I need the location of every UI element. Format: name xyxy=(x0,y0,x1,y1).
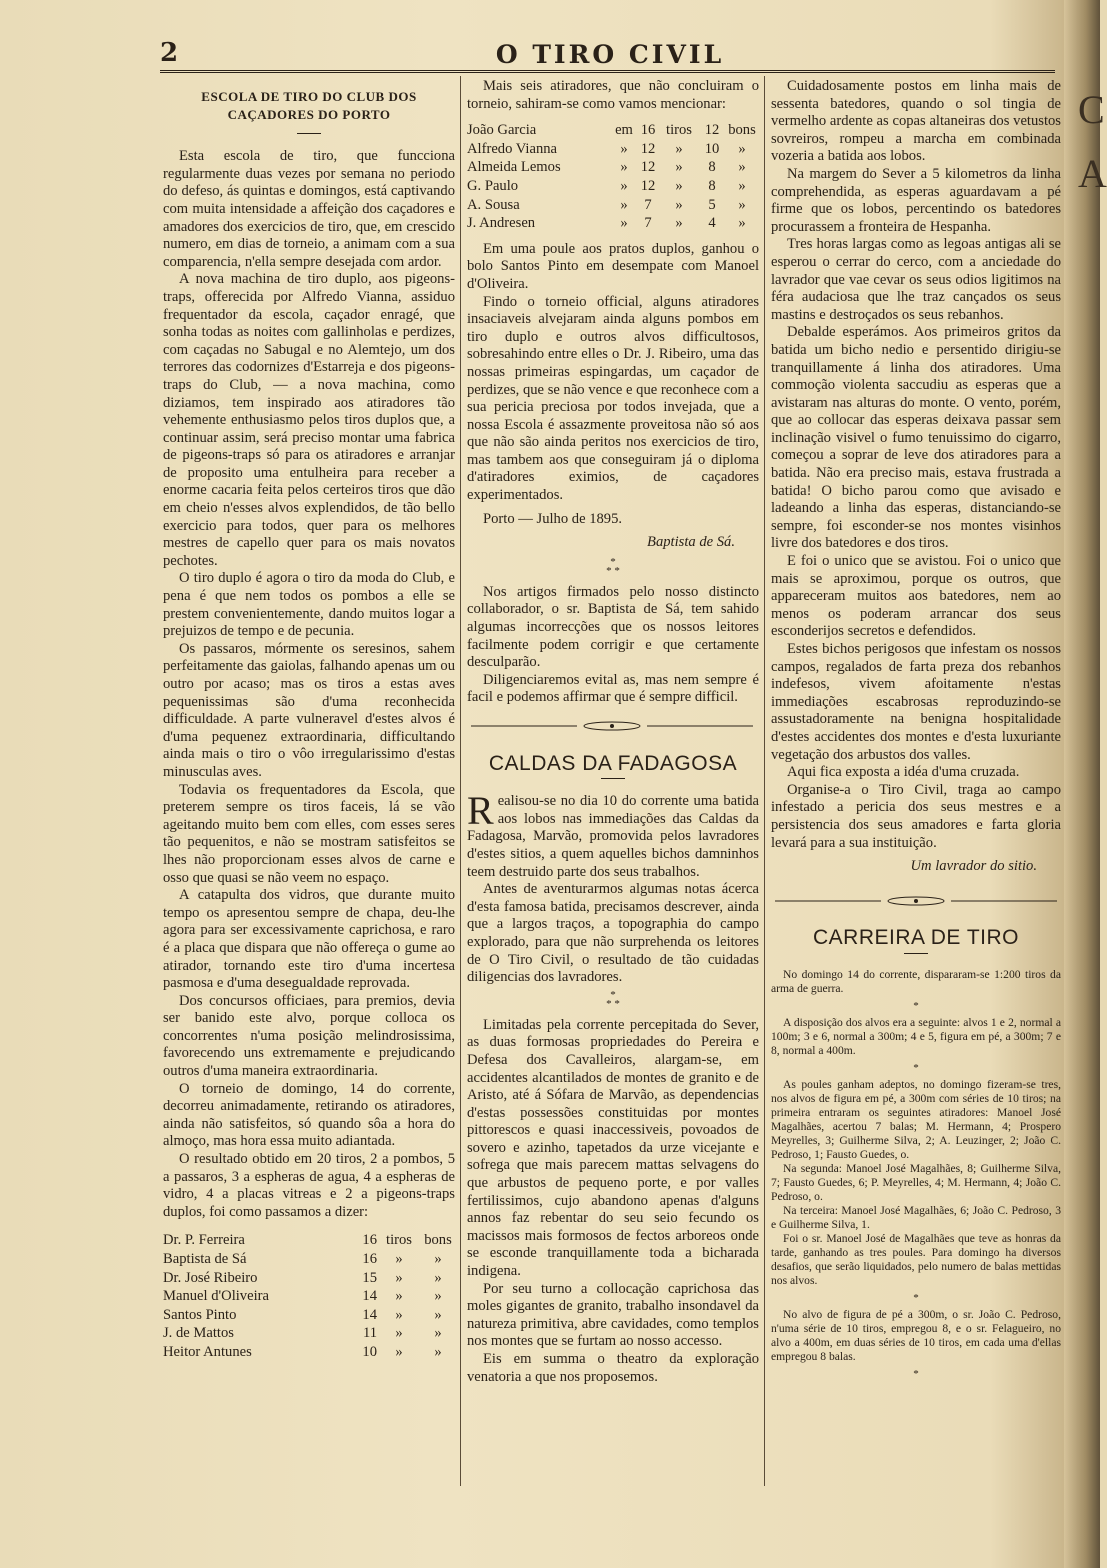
page-number: 2 xyxy=(160,38,179,68)
article-paragraph: A disposição dos alvos era a seguinte: alvos 1 e 2, normal a 100m; 3 e 6, normal a 300m; 4 e 5, figura em pé, a 300m; 7 e 8, normal a 400m. xyxy=(771,1015,1061,1057)
unit: » xyxy=(675,140,683,157)
asterisk-separator: * xyxy=(913,1061,919,1074)
article-paragraph: Eis em summa o theatro da exploração venatoria a que nos proposemos. xyxy=(467,1351,759,1385)
result: » xyxy=(738,215,746,232)
unit: » xyxy=(675,177,683,194)
article-paragraph: No domingo 14 do corrente, dispararam-se 1:200 tiros da arma de guerra. xyxy=(771,967,1061,995)
article-paragraph: Findo o torneio official, alguns atiradores insaciaveis alvejaram ainda alguns pombos em tiro duplo e outros alvos difficultosos, sobresahindo entre elles o Dr. J. Ribeiro, uma das nossas primeiras espingardas, um caçador de perdizes, que se não vence e que reconhece com a sua pericia preciosa por todos invejada, que a nossa Escola é assazmente proveitosa não só aos que não são ainda peritos nos exercicios de tiro, mas tambem aos que conseguiram já o diploma d'atiradores eximios, de caçadores experimentados. xyxy=(467,293,759,504)
signature: Um lavrador do sitio. xyxy=(910,858,1037,875)
ornamental-divider xyxy=(467,719,757,733)
shooter-name: Manuel d'Oliveira xyxy=(163,1288,269,1305)
pre: » xyxy=(620,177,628,194)
article-paragraph: Cuidadosamente postos em linha mais de sessenta batedores, quando o sol tingia de vermelho ardente as copas altaneiras dos vetustos sovreiros, rompeu a marcha em combinada vozeria a batida aos lobos. xyxy=(771,78,1061,165)
ornamental-divider xyxy=(771,894,1061,908)
score-table xyxy=(163,1231,455,1361)
article-title: CALDAS DA FADAGOSA xyxy=(488,751,738,775)
shots: 12 xyxy=(640,159,656,176)
shots: 16 xyxy=(362,1251,377,1267)
asterisk-separator: * xyxy=(913,999,919,1012)
shooter-name: A. Sousa xyxy=(467,196,520,213)
article-paragraph: O resultado obtido em 20 tiros, 2 a pombos, 5 a passaros, 3 a espheras de agua, 4 a espheras de vidro, 4 a placas vitreas e 2 a pigeons-traps duplos, foi como passamos a dizer: xyxy=(163,1151,455,1220)
article-paragraph: Os passaros, mórmente os seresinos, sahem perfeitamente das gaiolas, falhando apenas um ou outro por acaso; mas os tiros a estas aves pequenissimas são d'uma reconhecida difficuldade. A parte vulneravel d'estes alvos é d'uma pequenez extraordinaria, difficultando ainda mais o tiro o vôo irregularissimo d'estas minusculas aves. xyxy=(163,640,455,780)
shots: 12 xyxy=(640,177,656,194)
article-paragraph: O torneio de domingo, 14 do corrente, decorreu animadamente, retirando os atiradores, ainda não satisfeitos, só quando sôa a hora do almoço, mas hora essa muito adiantada. xyxy=(163,1080,455,1150)
title-rule xyxy=(601,778,625,779)
signature: Baptista de Sá. xyxy=(647,534,735,551)
article-paragraph: A catapulta dos vidros, que durante muito tempo os apresentou sempre de chapa, deu-lhe agora para ser excessivamente caprichosa, e raro é a placa que dispara que não offereça o gume ao atirador, tornando este tiro d'uma incertesa pasmosa e d'uma desegualdade reprovada. xyxy=(163,887,455,992)
result: » xyxy=(434,1269,442,1286)
score-table xyxy=(467,121,759,233)
result: » xyxy=(434,1288,442,1305)
shooter-name: João Garcia xyxy=(467,122,537,139)
hits: 10 xyxy=(704,140,720,157)
masthead-title: O TIRO CIVIL xyxy=(495,40,725,69)
article-paragraph: Mais seis atiradores, que não concluiram o torneio, sahiram-se como vamos mencionar: xyxy=(467,78,759,112)
unit: » xyxy=(395,1325,403,1342)
article-paragraph: Debalde esperámos. Aos primeiros gritos da batida um bicho nedio e persentido dirigiu-se tranquillamente á linha dos atiradores. Uma commoção violenta saccudiu as esperas que a avistaram nas alturas do monte. O vento, porém, que ao collocar das esperas deixava passar sem inclinação visivel o fumo tenuissimo do cigarro, começou a soprar de leve dos atiradores para a batida. Não era preciso mais, estava frustrada a batida! O bicho parou como que avisado e ladeando a linha das esperas, distanciando-se sempre, foi esconder-se nos montes visinhos livre dos batedores e dos tiros. xyxy=(771,324,1061,552)
column-1 xyxy=(163,78,455,1362)
article-paragraph: Esta escola de tiro, que funcciona regularmente duas vezes por semana no periodo do defeso, ás quintas e domingos, está captivando com muita intensidade a affeição dos caçadores e amadores dos exercicios de tiro, que, em crescido numero, em dias de torneio, a animam com a sua comparencia, n'ella sempre desejada com ardor. xyxy=(163,148,455,270)
column-2 xyxy=(467,78,759,1386)
result: » xyxy=(434,1343,442,1360)
table-row xyxy=(467,158,759,177)
article-paragraph: As poules ganham adeptos, no domingo fizeram-se tres, nos alvos de figura em pé, a 300m com séries de 10 tiros; na primeira entraram os seguintes atiradores: Manoel José Magalhães, acertou 7 balas; M. Hermann, 4; Prospero Meyrelles, 3; Guilherme Silva, 2; A. Leuzinger, 2; João C. Pedroso, 1; Fausto Guedes, o. xyxy=(771,1077,1061,1161)
article-paragraph: Organise-a o Tiro Civil, traga ao campo infestado a pericia dos seus mestres e a persistencia dos seus amadores e farta gloria levará para a sua instituição. xyxy=(771,781,1061,851)
asterisk-separator: * xyxy=(913,1367,919,1380)
margin-letter: C xyxy=(1078,87,1105,132)
article-paragraph: Em uma poule aos pratos duplos, ganhou o bolo Santos Pinto em desempate com Manoel d'Oliveira. xyxy=(467,240,759,292)
shooter-name: Heitor Antunes xyxy=(163,1343,252,1360)
table-row xyxy=(467,177,759,196)
shots: 11 xyxy=(362,1325,377,1342)
column-divider xyxy=(764,76,765,1486)
shots: 12 xyxy=(640,140,656,157)
asterism: * * * xyxy=(606,988,620,1010)
shots: 7 xyxy=(644,196,652,213)
asterism: * * * xyxy=(606,555,620,577)
hits: 5 xyxy=(708,196,716,213)
shots: 16 xyxy=(640,122,656,139)
pre: em xyxy=(615,122,633,139)
shots: 7 xyxy=(644,215,652,232)
table-row xyxy=(163,1324,455,1343)
shooter-name: Alfredo Vianna xyxy=(467,140,558,157)
result: » xyxy=(738,159,746,176)
article-paragraph: Limitadas pela corrente percepitada do Sever, as duas formosas propriedades do Pereira e Defesa dos Cavalleiros, alargam-se, em accidentes alcantilados de montes de granito e de Aristo, até á Sófara de Marvão, as dependencias d'estas possessões constituidas por montes pittorescos e quasi inaccessiveis, povoados de sovero e azinho, tapetados da urze vicejante e sofrega que mais parecem mattas selvagens do que arbustos de pequeno porte, e por valles fertilissimos, cujo abandono apenas d'alguns annos faz rebentar do seu seio fecundo os macissos mais formosos de fectos arboreos onde se esconde tranquillamente toda a bicharada indigena. xyxy=(467,1016,759,1280)
shots: 14 xyxy=(362,1288,377,1305)
article-title: ESCOLA DE TIRO DO CLUB DOS CAÇADORES DO PORTO xyxy=(201,89,417,122)
result: » xyxy=(434,1325,442,1342)
result: » xyxy=(738,140,746,157)
pre: » xyxy=(620,196,628,213)
shooter-name: Dr. José Ribeiro xyxy=(163,1269,258,1286)
shooter-name: G. Paulo xyxy=(467,177,519,194)
article-paragraph: Tres horas largas como as legoas antigas ali se esperou o cerrar do cerco, com a anciedade do lavrador que vae cevar os seus odios ligitimos na féra audaciosa que lhe traz cançados os seus mastins e destroçados os seus rebanhos. xyxy=(771,236,1061,323)
shots: 15 xyxy=(362,1269,377,1286)
table-row xyxy=(163,1231,455,1250)
unit: » xyxy=(395,1269,403,1286)
result: » xyxy=(738,177,746,194)
note-paragraph: Nos artigos firmados pelo nosso distincto collaborador, o sr. Baptista de Sá, tem sahido algumas incorrecções que os nossos leitores facilmente podem corrigir e que certamente desculparão. xyxy=(467,583,759,671)
unit: » xyxy=(395,1251,403,1267)
article-body xyxy=(771,968,1061,1381)
shooter-name: Santos Pinto xyxy=(163,1306,237,1323)
unit: tiros xyxy=(386,1232,412,1249)
column-3 xyxy=(771,78,1061,1384)
article-paragraph: E foi o unico que se avistou. Foi o unico que mais se aproximou, porque os outros, que appareceram muitos aos batedores, nem ao menos os poderam arrancar dos seus esconderijos secretos e defendidos. xyxy=(771,553,1061,640)
shots: 16 xyxy=(362,1232,377,1249)
article-paragraph: Na terceira: Manoel José Magalhães, 6; João C. Pedroso, 3 e Guilherme Silva, 1. xyxy=(771,1203,1061,1231)
page-header xyxy=(160,38,1060,72)
table-row xyxy=(467,140,759,159)
article-paragraph: No alvo de figura de pé a 300m, o sr. João C. Pedroso, n'uma série de 10 tiros, empregou 8, e o sr. Felagueiro, no alvo a 400m, em duas séries de 10 tiros, em cada uma d'ellas empregou 8 balas. xyxy=(771,1307,1061,1363)
article-paragraph: Aqui fica exposta a idéa d'uma cruzada. xyxy=(787,764,1020,781)
table-row xyxy=(467,121,759,140)
shooter-name: Dr. P. Ferreira xyxy=(163,1232,245,1249)
drop-cap: R xyxy=(467,788,494,834)
adjacent-page-edge xyxy=(1064,0,1107,1568)
pre: » xyxy=(620,140,628,157)
title-rule xyxy=(904,953,928,954)
article-paragraph: Foi o sr. Manoel José de Magalhães que teve as honras da tarde, ganhando as tres poules. Para domingo ha diversos desafios, que serão liquidados, pelo numero de balas mettidas nos alvos. xyxy=(771,1231,1061,1287)
table-row xyxy=(163,1250,455,1269)
unit: » xyxy=(395,1343,403,1360)
title-rule xyxy=(297,133,321,134)
article-paragraph: Todavia os frequentadores da Escola, que preterem sempre os tiros faceis, lá se vão ageitando muito bem com elles, com esses seres tão pequenitos, e não se mostram satisfeitos se lhes não proporcionam esses alvos de carne e osso que quasi se não veem no espaço. xyxy=(163,781,455,886)
hits: 8 xyxy=(708,177,716,194)
shooter-name: J. Andresen xyxy=(467,215,536,232)
article-title: CARREIRA DE TIRO xyxy=(813,926,1019,950)
table-row xyxy=(163,1287,455,1306)
unit: tiros xyxy=(666,122,692,139)
shots: 14 xyxy=(362,1306,377,1323)
result: bons xyxy=(728,122,756,139)
table-row xyxy=(163,1269,455,1288)
table-row xyxy=(163,1343,455,1362)
article-paragraph: Dos concursos officiaes, para premios, devia ser banido este alvo, porque colloca os concorrentes n'uma posição melindrosissima, favorecendo uns extremamente e prejudicando outros d'uma maneira extraordinaria. xyxy=(163,992,455,1080)
result: » xyxy=(434,1251,442,1267)
unit: » xyxy=(395,1288,403,1305)
pre: » xyxy=(620,215,628,232)
result: bons xyxy=(424,1232,452,1249)
shooter-name: Almeida Lemos xyxy=(467,159,561,176)
table-row xyxy=(467,214,759,233)
column-divider xyxy=(460,76,461,1486)
article-paragraph: Estes bichos perigosos que infestam os nossos campos, regalados de farta preza dos rebanhos indefesos, vivem afoitamente n'estas immediações escabrosas reproduzindo-se assustadoramente na benigna hospitalidade d'estes accidentes dos montes e d'esta luxuriante vegetação dos arbustos dos valles. xyxy=(771,641,1061,763)
hits: 8 xyxy=(708,159,716,176)
paragraph-text: ealisou-se no dia 10 do corrente uma batida aos lobos nas immediações das Caldas da Fadagosa, Marvão, promovida pelos lavradores d'estes sitios, a quem aquelles bichos damninhos teem destruido parte dos seus trabalhos. xyxy=(467,793,759,880)
hits: 4 xyxy=(708,215,716,232)
note-paragraph: Diligenciaremos evital as, mas nem sempre é facil e podemos affirmar que é sempre difficil. xyxy=(467,671,759,706)
result: » xyxy=(738,196,746,213)
shooter-name: J. de Mattos xyxy=(163,1325,234,1342)
table-row xyxy=(467,196,759,215)
article-paragraph: Na margem do Sever a 5 kilometros da linha comprehendida, as esperas aguardavam a pé firme que os lobos, percentindo os batedores procurassem a fronteira de Hespanha. xyxy=(771,165,1061,235)
article-paragraph: Antes de aventurarmos algumas notas ácerca d'esta famosa batida, precisamos descrever, ainda que a largos traços, a topographia do campo explorado, para que não surprehenda os leitores de O Tiro Civil, o resultado de tão cuidadas diligencias dos lavradores. xyxy=(467,881,759,986)
article-paragraph: Por seu turno a collocação caprichosa das moles gigantes de granito, trabalho insondavel da natureza primitiva, abre cavidades, como templos nos montes que se furtam ao nosso accesso. xyxy=(467,1280,759,1350)
article-paragraph: O tiro duplo é agora o tiro da moda do Club, e pena é que nem todos os pombos a elle se prestem convenientemente, dando muitos logar a prejuizos de tempo e de pecunia. xyxy=(163,570,455,640)
hits: 12 xyxy=(704,122,720,139)
table-row xyxy=(163,1306,455,1325)
article-paragraph: A nova machina de tiro duplo, aos pigeons-traps, offerecida por Alfredo Vianna, assiduo frequentador da escola, caçador enragé, que sonha todas as noites com gallinholas e perdizes, com caçadas no Sabugal e no Alemtejo, um dos terrores das codornizes d'Estarreja e dos pigeons-traps do Club, — a nova machina, como diziamos, tem inspirado aos atiradores tão vehemente enthusiasmo pelos tiros duplos que, a continuar assim, será preciso montar uma fabrica de pigeons-traps só para os atiradores e arranjar de proposito uma entulheira para receber a enorme cacaria feita pelos certeiros tiros que dão em cheio n'esses alvos explendidos, de tão bello exercicio para todos, quer para os melhores mestres de capello quer para os mais novatos pechotes. xyxy=(163,271,455,569)
header-rule xyxy=(160,70,1055,73)
unit: » xyxy=(675,215,683,232)
unit: » xyxy=(675,196,683,213)
margin-letter: A xyxy=(1078,151,1107,196)
article-paragraph xyxy=(467,788,759,881)
pre: » xyxy=(620,159,628,176)
result: » xyxy=(434,1306,442,1323)
asterisk-separator: * xyxy=(913,1291,919,1304)
unit: » xyxy=(675,159,683,176)
unit: » xyxy=(395,1306,403,1323)
article-paragraph: Na segunda: Manoel José Magalhães, 8; Guilherme Silva, 7; Fausto Guedes, 6; P. Meyrelles, 4; M. Hermann, 4; João C. Pedroso, o. xyxy=(771,1161,1061,1203)
shots: 10 xyxy=(362,1343,377,1360)
shooter-name: Baptista de Sá xyxy=(163,1251,247,1267)
dateline: Porto — Julho de 1895. xyxy=(483,510,623,527)
